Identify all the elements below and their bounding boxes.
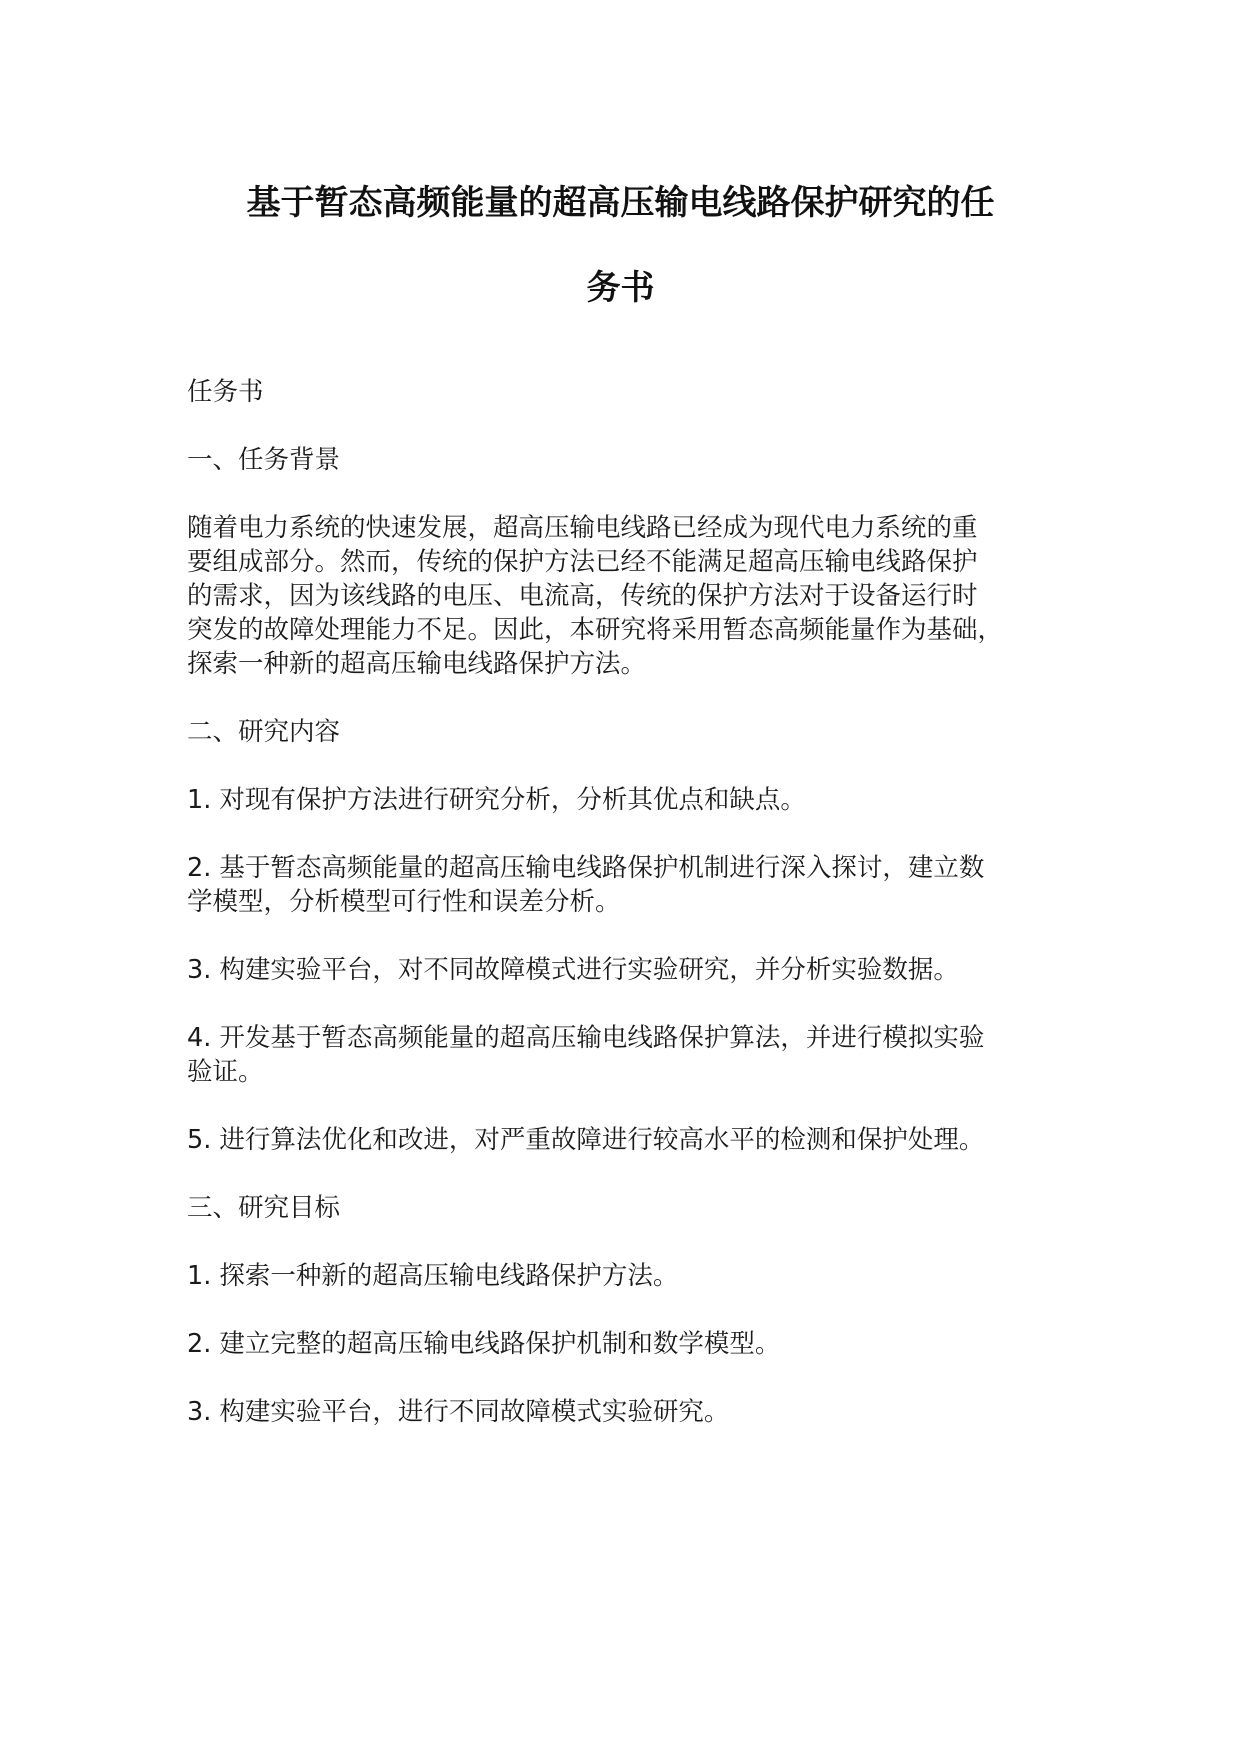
list-item-line: 学模型，分析模型可行性和误差分析。 — [187, 887, 621, 917]
document-body — [187, 375, 1087, 1429]
content-item-3 — [187, 953, 1087, 987]
paragraph-line: 的需求，因为该线路的电压、电流高，传统的保护方法对于设备运行时 — [187, 581, 978, 611]
section-heading-research-content: 二、研究内容 — [187, 717, 341, 747]
content-item-5 — [187, 1123, 1087, 1157]
list-item-line: 5. 进行算法优化和改进，对严重故障进行较高水平的检测和保护处理。 — [187, 1125, 985, 1155]
list-item-line: 2. 基于暂态高频能量的超高压输电线路保护机制进行深入探讨，建立数 — [187, 853, 985, 883]
goal-item-3: 3. 构建实验平台，进行不同故障模式实验研究。 — [187, 1397, 730, 1427]
document-label: 任务书 — [187, 377, 264, 407]
paragraph-line: 探索一种新的超高压输电线路保护方法。 — [187, 649, 647, 679]
list-item-line: 3. 构建实验平台，对不同故障模式进行实验研究，并分析实验数据。 — [187, 955, 959, 985]
document-title-line-1: 基于暂态高频能量的超高压输电线路保护研究的任 — [246, 183, 995, 223]
list-item-line: 1. 对现有保护方法进行研究分析，分析其优点和缺点。 — [187, 785, 806, 815]
paragraph-line: 要组成部分。然而，传统的保护方法已经不能满足超高压输电线路保护 — [187, 547, 978, 577]
goal-item-1: 1. 探索一种新的超高压输电线路保护方法。 — [187, 1261, 679, 1291]
content-item-1 — [187, 783, 1087, 817]
list-item-line: 验证。 — [187, 1057, 264, 1087]
paragraph-line: 突发的故障处理能力不足。因此，本研究将采用暂态高频能量作为基础， — [187, 615, 1004, 645]
content-item-2 — [187, 851, 1087, 919]
section-heading-research-goals: 三、研究目标 — [187, 1193, 341, 1223]
content-item-4 — [187, 1021, 1087, 1089]
paragraph-line: 随着电力系统的快速发展，超高压输电线路已经成为现代电力系统的重 — [187, 513, 978, 543]
document-title-line-2: 务书 — [586, 268, 655, 308]
list-item-line: 4. 开发基于暂态高频能量的超高压输电线路保护算法，并进行模拟实验 — [187, 1023, 985, 1053]
section-heading-background: 一、任务背景 — [187, 445, 341, 475]
goal-item-2: 2. 建立完整的超高压输电线路保护机制和数学模型。 — [187, 1329, 781, 1359]
background-paragraph — [187, 511, 1087, 681]
